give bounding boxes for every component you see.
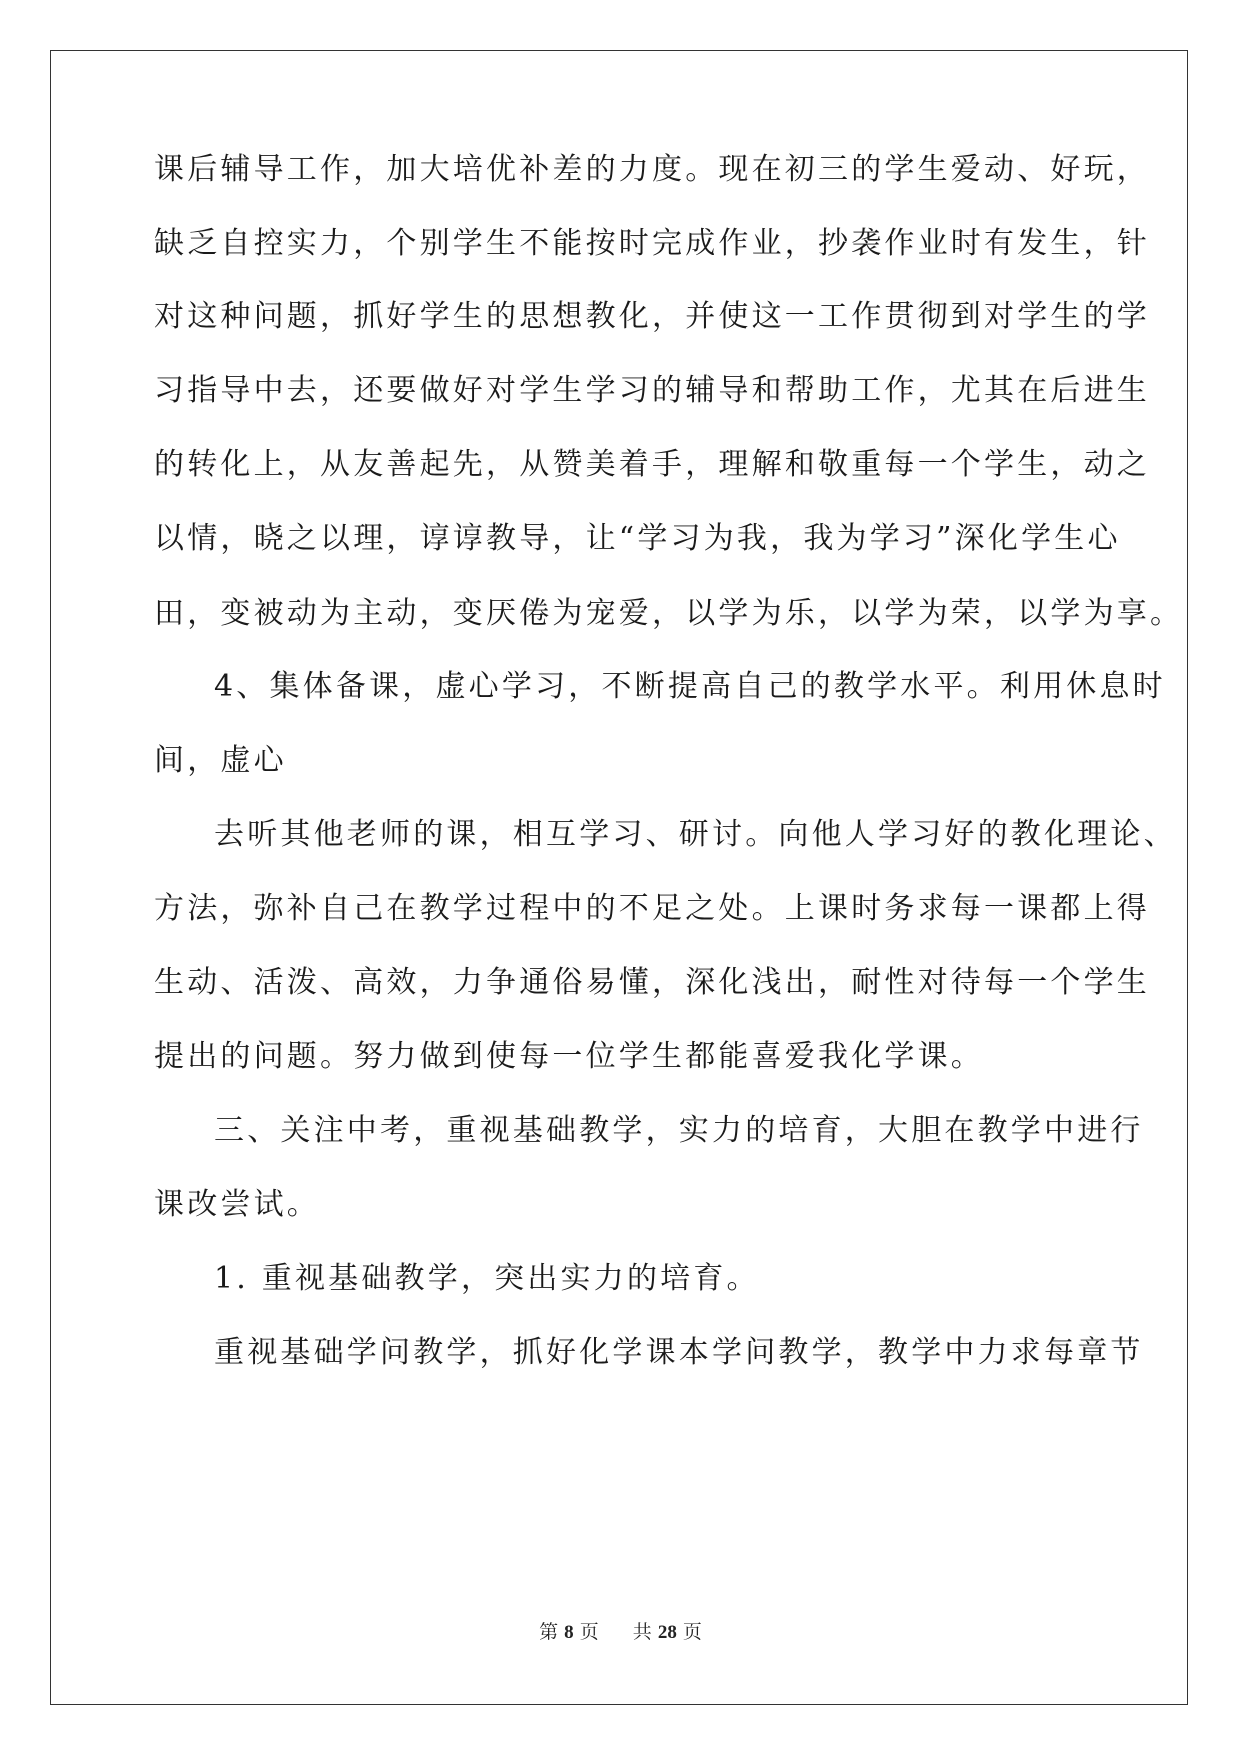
text-line: 4、集体备课，虚心学习，不断提高自己的教学水平。利用休息时 (214, 669, 1166, 704)
text-line: 课后辅导工作，加大培优补差的力度。现在初三的学生爱动、好玩， (154, 152, 1150, 187)
footer-total-prefix: 共 (632, 1621, 652, 1643)
text-line: 田，变被动为主动，变厌倦为宠爱，以学为乐，以学为荣，以学为享。 (154, 596, 1184, 631)
footer-page-current: 8 (564, 1622, 574, 1643)
text-line: 缺乏自控实力，个别学生不能按时完成作业，抄袭作业时有发生，针 (154, 226, 1150, 261)
text-line: 生动、活泼、高效，力争通俗易懂，深化浅出，耐性对待每一个学生 (154, 965, 1150, 1000)
text-line: 的转化上，从友善起先，从赞美着手，理解和敬重每一个学生，动之 (154, 447, 1150, 482)
footer-total-suffix: 页 (682, 1621, 702, 1643)
text-line: 间，虚心 (154, 743, 287, 778)
page-footer (0, 1620, 1241, 1645)
text-line: 以情，晓之以理，谆谆教导，让“学习为我，我为学习”深化学生心 (154, 521, 1121, 556)
footer-page-total: 28 (657, 1622, 677, 1643)
text-line: 1. 重视基础教学，突出实力的培育。 (214, 1261, 760, 1296)
text-line: 课改尝试。 (154, 1187, 320, 1222)
text-line: 对这种问题，抓好学生的思想教化，并使这一工作贯彻到对学生的学 (154, 299, 1150, 334)
text-line: 三、关注中考，重视基础教学，实力的培育，大胆在教学中进行 (214, 1113, 1144, 1148)
text-line: 方法，弥补自己在教学过程中的不足之处。上课时务求每一课都上得 (154, 891, 1150, 926)
text-line: 提出的问题。努力做到使每一位学生都能喜爱我化学课。 (154, 1039, 984, 1074)
text-line: 重视基础学问教学，抓好化学课本学问教学，教学中力求每章节 (214, 1335, 1144, 1370)
text-line: 去听其他老师的课，相互学习、研讨。向他人学习好的教化理论、 (214, 817, 1177, 852)
footer-page-prefix: 第 (539, 1621, 559, 1643)
text-line: 习指导中去，还要做好对学生学习的辅导和帮助工作，尤其在后进生 (154, 373, 1150, 408)
footer-page-mid: 页 (579, 1621, 599, 1643)
